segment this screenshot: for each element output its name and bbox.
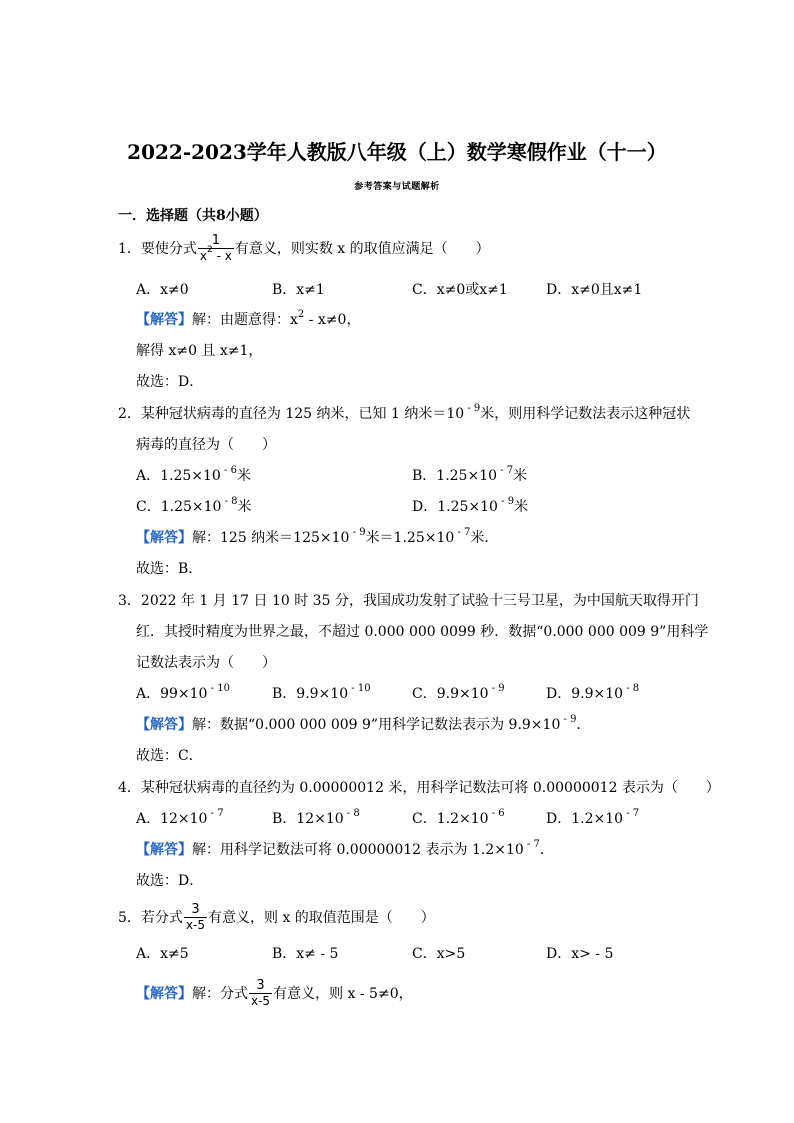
fraction-denominator: x-5	[251, 994, 271, 1008]
fraction-denominator	[198, 245, 234, 263]
option-a-text: A．12×10	[136, 811, 208, 827]
option-c-text: C．1.2×10	[412, 811, 489, 827]
question-4-line-1: 4．某种冠状病毒的直径约为 0.00000012 米，用科学记数法可将 0.00000012 表示为（ ）	[118, 780, 720, 796]
question-1-text: 1．要使分式	[118, 241, 197, 257]
solution-text-end: ．	[576, 717, 591, 733]
answer-tag: 【解答】	[136, 312, 192, 328]
question-1-choice: 故选：D．	[136, 374, 204, 390]
page-subtitle: 参考答案与试题解析	[354, 182, 440, 192]
solution-text: 解：分式	[192, 986, 248, 1002]
option-d	[546, 684, 639, 704]
option-d	[412, 497, 528, 517]
fraction-denominator-exponent: 2	[207, 245, 213, 255]
option-b	[412, 466, 527, 486]
fraction-denominator: x-5	[185, 918, 205, 932]
option-b	[272, 809, 360, 829]
option-a: A．x≠5	[136, 946, 189, 962]
question-2-text-end: 米，则用科学记数法表示这种冠状	[480, 406, 691, 422]
option-d: D．x> - 5	[546, 946, 614, 962]
question-5-options	[136, 944, 696, 964]
question-5-text: 5．若分式	[118, 910, 183, 926]
question-4-solution	[136, 840, 554, 860]
option-d-exponent: - 8	[623, 683, 640, 694]
question-1-solution	[136, 310, 360, 330]
solution-text-end: 有意义，则 x - 5≠0，	[273, 986, 413, 1002]
question-3-options	[136, 684, 696, 704]
option-c: C．x≠0或x≠1	[412, 282, 508, 298]
option-c	[412, 809, 505, 829]
question-2-text: 2．某种冠状病毒的直径为 125 纳米，已知 1 纳米＝10	[118, 406, 465, 422]
option-a-text: A．99×10	[136, 686, 208, 702]
answer-tag: 【解答】	[136, 986, 192, 1002]
fraction-numerator: 3	[249, 979, 272, 994]
option-d-unit: 米	[514, 499, 529, 515]
option-a-text: A．1.25×10	[136, 468, 221, 484]
option-b-text: B．9.9×10	[272, 686, 349, 702]
answer-tag: 【解答】	[136, 530, 192, 546]
option-d-exponent: - 9	[497, 496, 515, 507]
solution-exponent: - 9	[560, 714, 577, 725]
option-a-unit: 米	[236, 468, 251, 484]
question-2-choice: 故选：B．	[136, 561, 203, 577]
question-1-options	[136, 280, 696, 300]
option-b-text: B．12×10	[272, 811, 344, 827]
option-d-text: D．9.9×10	[546, 686, 624, 702]
question-2-solution	[136, 528, 498, 548]
question-3-solution	[136, 715, 590, 735]
question-3-line-1: 3．2022 年 1 月 17 日 10 时 35 分，我国成功发射了试验十三号卫星，为中国航天取得开门	[118, 593, 699, 609]
fraction-numerator: 3	[184, 903, 207, 918]
option-a-exponent: - 10	[207, 683, 230, 694]
solution-text-end: 米．	[470, 530, 499, 546]
question-5-solution	[136, 978, 413, 1008]
option-a	[136, 809, 224, 829]
option-d-text: D．1.25×10	[412, 499, 498, 515]
question-1-text-end: 有意义，则实数 x 的取值应满足（ ）	[234, 241, 490, 257]
option-d: D．x≠0且x≠1	[546, 282, 643, 298]
question-5-text-end: 有意义，则 x 的取值范围是（ ）	[208, 910, 435, 926]
option-a-exponent: - 7	[207, 808, 224, 819]
option-a: A．x≠0	[136, 282, 189, 298]
question-1-fraction	[198, 234, 234, 262]
question-3-line-2: 红．其授时精度为世界之最，不超过 0.000 000 0099 秒．数据“0.000 000 009 9”用科学	[136, 624, 709, 640]
fraction-numerator: 1	[198, 234, 234, 249]
option-a-exponent: - 6	[220, 465, 237, 476]
option-b	[272, 684, 371, 704]
solution-exponent: - 9	[349, 527, 366, 538]
option-c-unit: 米	[237, 499, 252, 515]
option-a	[136, 466, 251, 486]
option-c: C．x>5	[412, 946, 466, 962]
option-c-text: C．1.25×10	[136, 499, 222, 515]
question-2-line-1	[118, 404, 690, 424]
solution-text: 解：由题意得：x	[192, 312, 298, 328]
option-d-text: D．1.2×10	[546, 811, 624, 827]
fraction-denominator-base: x	[199, 249, 208, 263]
question-3-line-3: 记数法表示为（ ）	[136, 655, 276, 671]
answer-tag: 【解答】	[136, 842, 192, 858]
option-b-exponent: - 10	[348, 683, 371, 694]
solution-text: 解：125 纳米＝125×10	[192, 530, 350, 546]
option-c-exponent: - 8	[221, 496, 238, 507]
solution-text-mid: 米＝1.25×10	[365, 530, 455, 546]
solution-exponent: - 7	[523, 839, 540, 850]
question-4-choice: 故选：D．	[136, 873, 204, 889]
question-2-line-2: 病毒的直径为（ ）	[136, 437, 276, 453]
solution-exponent: 2	[297, 309, 305, 320]
option-b: B．x≠1	[272, 282, 325, 298]
option-b-unit: 米	[513, 468, 528, 484]
question-5-fraction	[184, 903, 207, 931]
option-c-text: C．9.9×10	[412, 686, 489, 702]
question-3-choice: 故选：C．	[136, 748, 203, 764]
solution-text: 解：数据“0.000 000 009 9”用科学记数法表示为 9.9×10	[192, 717, 561, 733]
question-1-solution-line-2: 解得 x≠0 且 x≠1，	[136, 343, 263, 359]
answer-tag: 【解答】	[136, 717, 192, 733]
question-2-exponent: - 9	[464, 403, 481, 414]
page-title: 2022-2023学年人教版八年级（上）数学寒假作业（十一）	[127, 140, 667, 164]
option-c	[412, 684, 505, 704]
option-b-text: B．1.25×10	[412, 468, 498, 484]
solution-exponent-2: - 7	[454, 527, 471, 538]
option-b: B．x≠ - 5	[272, 946, 339, 962]
section-heading: 一．选择题（共8小题）	[118, 208, 268, 224]
solution-text: 解：用科学记数法可将 0.00000012 表示为 1.2×10	[192, 842, 524, 858]
fraction-denominator-rest: - x	[212, 249, 232, 263]
option-b-exponent: - 8	[343, 808, 360, 819]
option-c-exponent: - 6	[488, 808, 505, 819]
option-c-exponent: - 9	[488, 683, 505, 694]
solution-text-end: - x≠0，	[304, 312, 361, 328]
option-b-exponent: - 7	[497, 465, 514, 476]
option-d	[546, 809, 639, 829]
option-c	[136, 497, 252, 517]
question-5	[118, 902, 435, 932]
option-a	[136, 684, 230, 704]
question-4-options	[136, 809, 696, 829]
solution-text-end: ．	[539, 842, 554, 858]
solution-fraction	[249, 979, 272, 1007]
question-1	[118, 233, 490, 263]
option-d-exponent: - 7	[623, 808, 640, 819]
